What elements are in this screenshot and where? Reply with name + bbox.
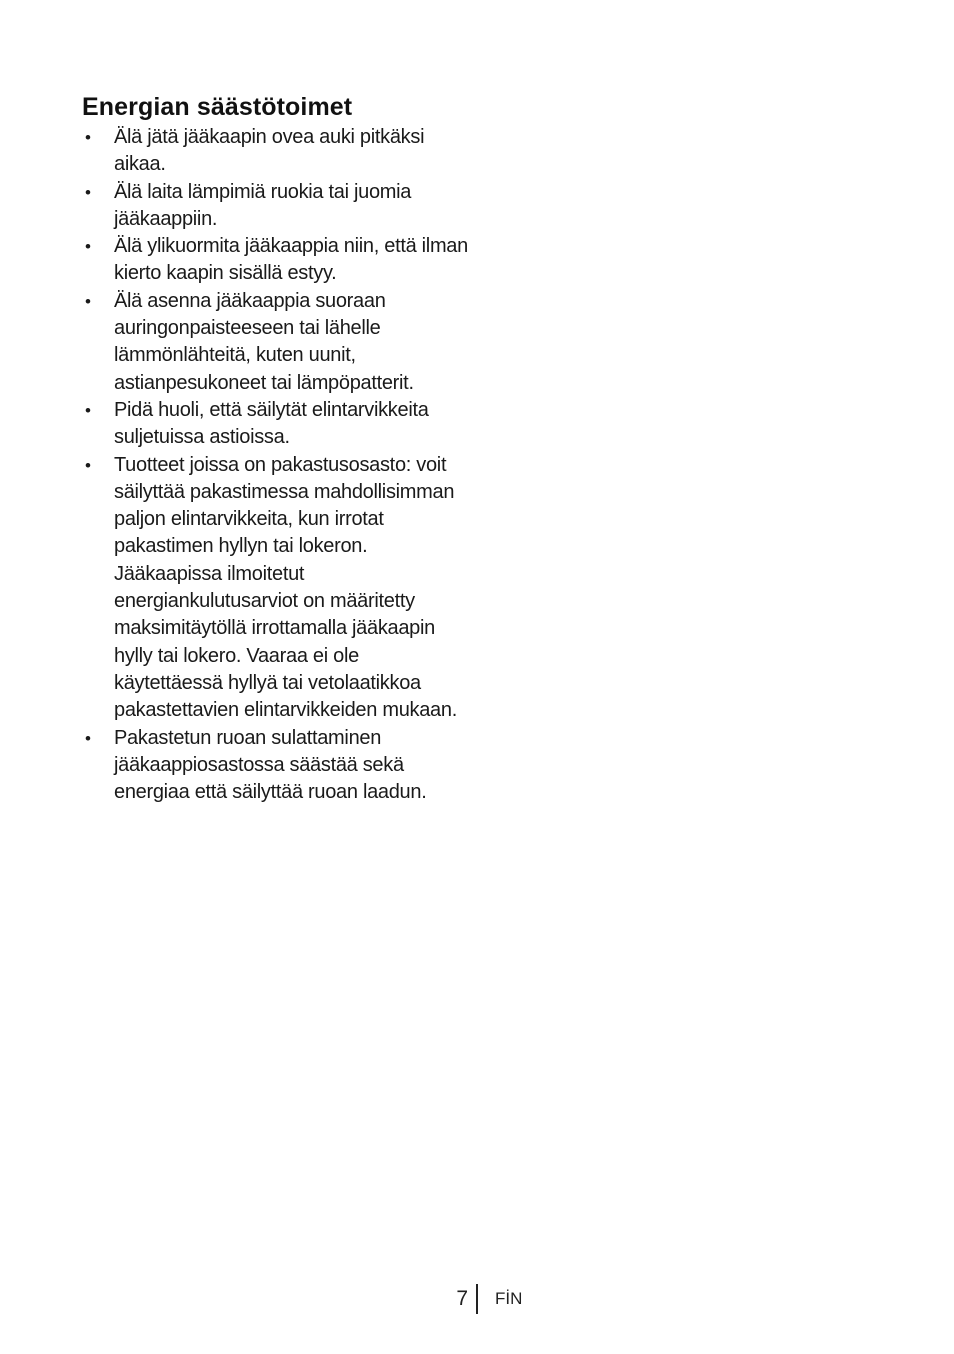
bullet-icon: •: [85, 728, 91, 748]
list-item: [82, 452, 472, 725]
list-item: [82, 397, 472, 452]
bullet-icon: •: [85, 400, 91, 420]
energy-tips-list: [82, 124, 472, 806]
bullet-icon: •: [85, 182, 91, 202]
language-code: FİN: [495, 1289, 523, 1308]
page-footer: [0, 1284, 954, 1314]
page-number: 7: [456, 1287, 468, 1310]
tip-text: Tuotteet joissa on pakastusosasto: voit säilyttää pakastimessa mahdollisimman paljon elintarvikkeita, kun irrotat pakastimen hyllyn tai lokeron. Jääkaapissa ilmoitetut energiankulutusarviot on määritetty maksimitäytöllä irrottamalla jääkaapin hylly tai lokero. Vaaraa ei ole käytettäessä hyllyä tai vetolaatikkoa pakastettavien elintarvikkeiden mukaan.: [114, 453, 457, 722]
energy-saving-section: [82, 90, 472, 806]
tip-text: Pakastetun ruoan sulattaminen jääkaappiosastossa säästää sekä energiaa että säilyttää ruoan laadun.: [114, 726, 427, 804]
tip-text: Älä jätä jääkaapin ovea auki pitkäksi aikaa.: [114, 126, 425, 176]
list-item: [82, 179, 472, 234]
footer-divider: [476, 1284, 478, 1314]
tip-text: Pidä huoli, että säilytät elintarvikkeita suljetuissa astioissa.: [114, 398, 429, 449]
list-item: [82, 124, 472, 179]
tip-text: Älä ylikuormita jääkaappia niin, että ilman kierto kaapin sisällä estyy.: [114, 235, 468, 285]
list-item: [82, 233, 472, 288]
bullet-icon: •: [85, 455, 91, 475]
section-heading: Energian säästötoimet: [82, 93, 353, 121]
tip-text: Älä asenna jääkaappia suoraan auringonpaisteeseen tai lähelle lämmönlähteitä, kuten uunit, astianpesukoneet tai lämpöpatterit.: [114, 289, 414, 394]
tip-text: Älä laita lämpimiä ruokia tai juomia jääkaappiin.: [114, 180, 412, 230]
bullet-icon: •: [85, 237, 91, 257]
bullet-icon: •: [85, 291, 91, 311]
list-item: [82, 725, 472, 807]
bullet-icon: •: [85, 128, 91, 147]
list-item: [82, 288, 472, 397]
